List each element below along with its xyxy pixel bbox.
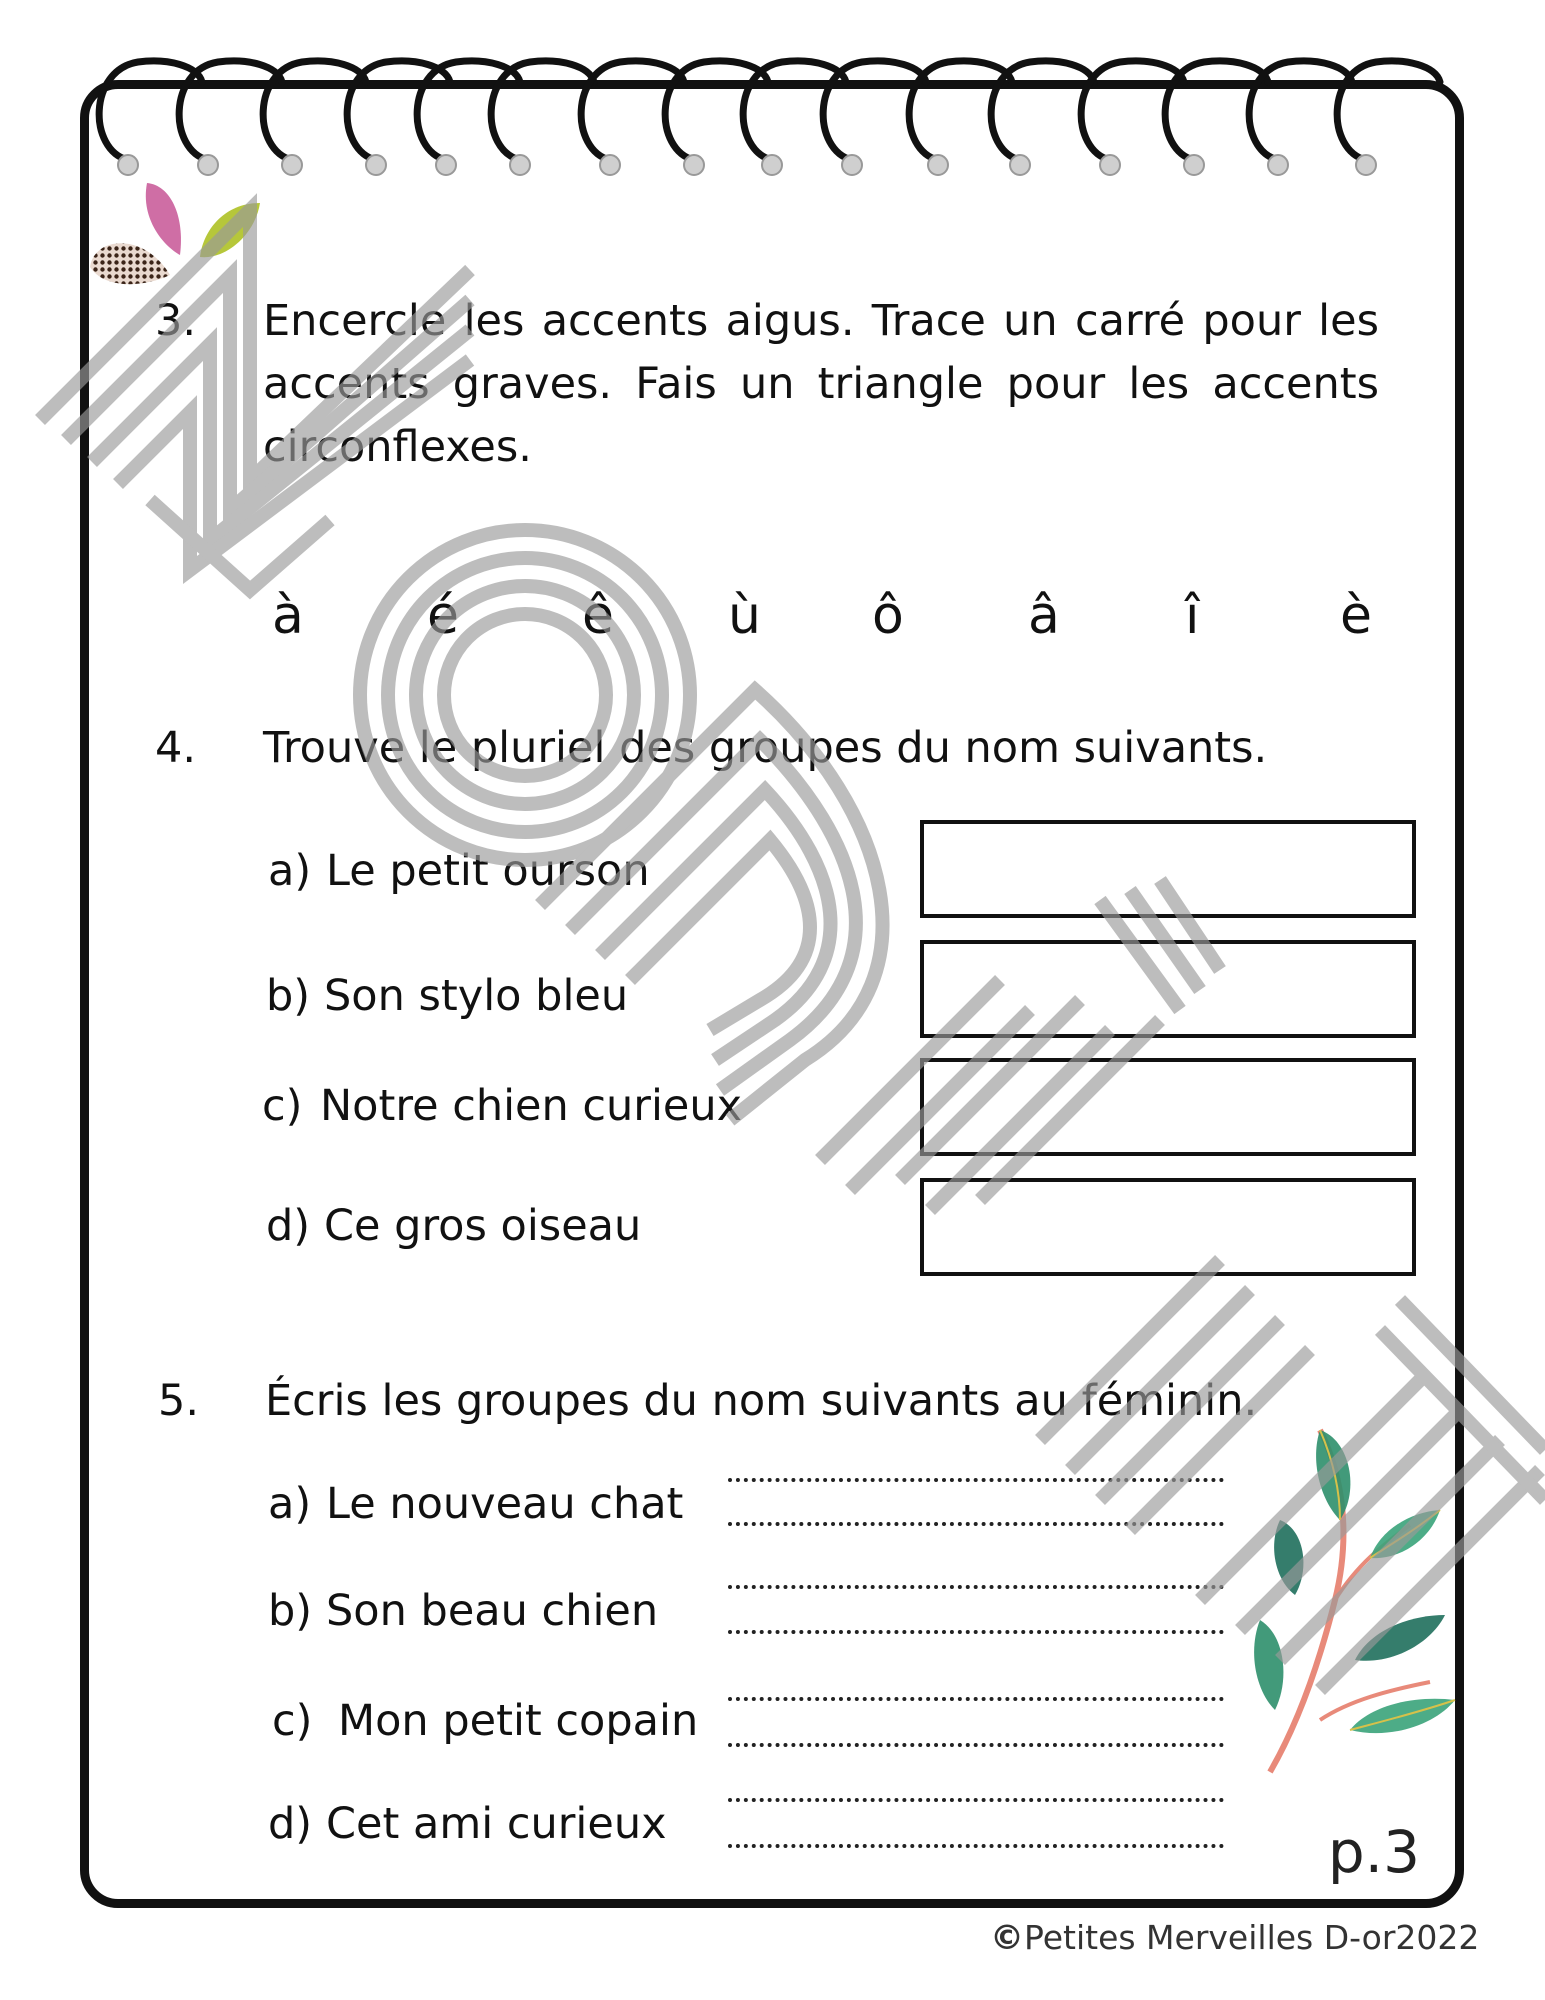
ring-hole xyxy=(928,155,948,175)
q5-item-label: d) xyxy=(268,1799,313,1849)
accent-letter[interactable]: è xyxy=(1340,586,1372,646)
q5-item-label: a) xyxy=(268,1479,312,1529)
q4-instruction: Trouve le pluriel des groupes du nom suivants. xyxy=(263,723,1268,773)
dotted-arrow-icon xyxy=(757,977,917,1013)
page-number: p.3 xyxy=(1327,1818,1420,1886)
ring-hole xyxy=(1268,155,1288,175)
copyright-text: Petites Merveilles D-or2022 xyxy=(1024,1918,1480,1957)
feminine-answer-line[interactable] xyxy=(728,1844,1224,1848)
ring-hole xyxy=(118,155,138,175)
q4-number: 4. xyxy=(155,723,197,773)
accent-letter[interactable]: â xyxy=(1028,586,1060,646)
q5-item-text: Le nouveau chat xyxy=(326,1479,684,1529)
decorative-drops-icon xyxy=(85,175,275,295)
ring-hole xyxy=(842,155,862,175)
q4-item-text: Son stylo bleu xyxy=(324,971,629,1021)
feminine-answer-line[interactable] xyxy=(728,1630,1224,1634)
q5-item-text: Cet ami curieux xyxy=(326,1799,667,1849)
accent-letter[interactable]: ô xyxy=(872,586,904,646)
plural-answer-box[interactable] xyxy=(920,1058,1416,1156)
q4-item-label: b) xyxy=(266,971,311,1021)
q3-instruction: Encercle les accents aigus. Trace un carré pour les accents graves. Fais un triangle pour les accents circonflexes. xyxy=(263,296,1379,472)
q5-item-label: c) xyxy=(272,1696,313,1746)
plural-answer-box[interactable] xyxy=(920,1178,1416,1276)
copyright-icon: © xyxy=(990,1918,1024,1958)
q4-item-text: Le petit ourson xyxy=(326,846,650,896)
plural-answer-box[interactable] xyxy=(920,820,1416,918)
accent-letter[interactable]: ù xyxy=(728,586,761,646)
feminine-answer-line[interactable] xyxy=(728,1798,1224,1802)
q4-item-label: d) xyxy=(266,1201,311,1251)
dotted-arrow-icon xyxy=(760,1087,920,1123)
ring-hole xyxy=(1010,155,1030,175)
accent-letter[interactable]: î xyxy=(1185,586,1200,646)
dotted-arrow-icon xyxy=(760,852,920,888)
plural-answer-box[interactable] xyxy=(920,940,1416,1038)
accent-letter[interactable]: é xyxy=(427,586,459,646)
accent-letter[interactable]: à xyxy=(272,586,304,646)
q5-item-text: Son beau chien xyxy=(326,1586,659,1636)
feminine-answer-line[interactable] xyxy=(728,1743,1224,1747)
ring-hole xyxy=(282,155,302,175)
ring-wire xyxy=(1337,61,1440,160)
ring-hole xyxy=(366,155,386,175)
accent-letter[interactable]: ê xyxy=(582,586,614,646)
q4-item-label: c) xyxy=(262,1081,303,1131)
q4-item-text: Notre chien curieux xyxy=(320,1081,743,1131)
ring-hole xyxy=(684,155,704,175)
dotted-arrow-icon xyxy=(755,1207,915,1243)
q5-item-text: Mon petit copain xyxy=(338,1696,699,1746)
q3-number: 3. xyxy=(155,296,197,346)
q5-number: 5. xyxy=(158,1376,200,1426)
feminine-answer-line[interactable] xyxy=(728,1585,1224,1589)
ring-hole xyxy=(436,155,456,175)
ring-hole xyxy=(510,155,530,175)
ring-hole xyxy=(762,155,782,175)
copyright-notice xyxy=(990,1918,1479,1958)
q5-item-label: b) xyxy=(268,1586,313,1636)
feminine-answer-line[interactable] xyxy=(728,1478,1224,1482)
feminine-answer-line[interactable] xyxy=(728,1697,1224,1701)
ring-hole xyxy=(1184,155,1204,175)
ring-hole xyxy=(1356,155,1376,175)
ring-hole xyxy=(600,155,620,175)
ring-hole xyxy=(198,155,218,175)
ring-hole xyxy=(1100,155,1120,175)
spiral-binding xyxy=(0,0,1545,200)
decorative-leaves-icon xyxy=(1240,1420,1460,1790)
q5-instruction: Écris les groupes du nom suivants au féminin. xyxy=(265,1376,1258,1426)
q4-item-text: Ce gros oiseau xyxy=(324,1201,642,1251)
q4-item-label: a) xyxy=(268,846,312,896)
feminine-answer-line[interactable] xyxy=(728,1522,1224,1526)
